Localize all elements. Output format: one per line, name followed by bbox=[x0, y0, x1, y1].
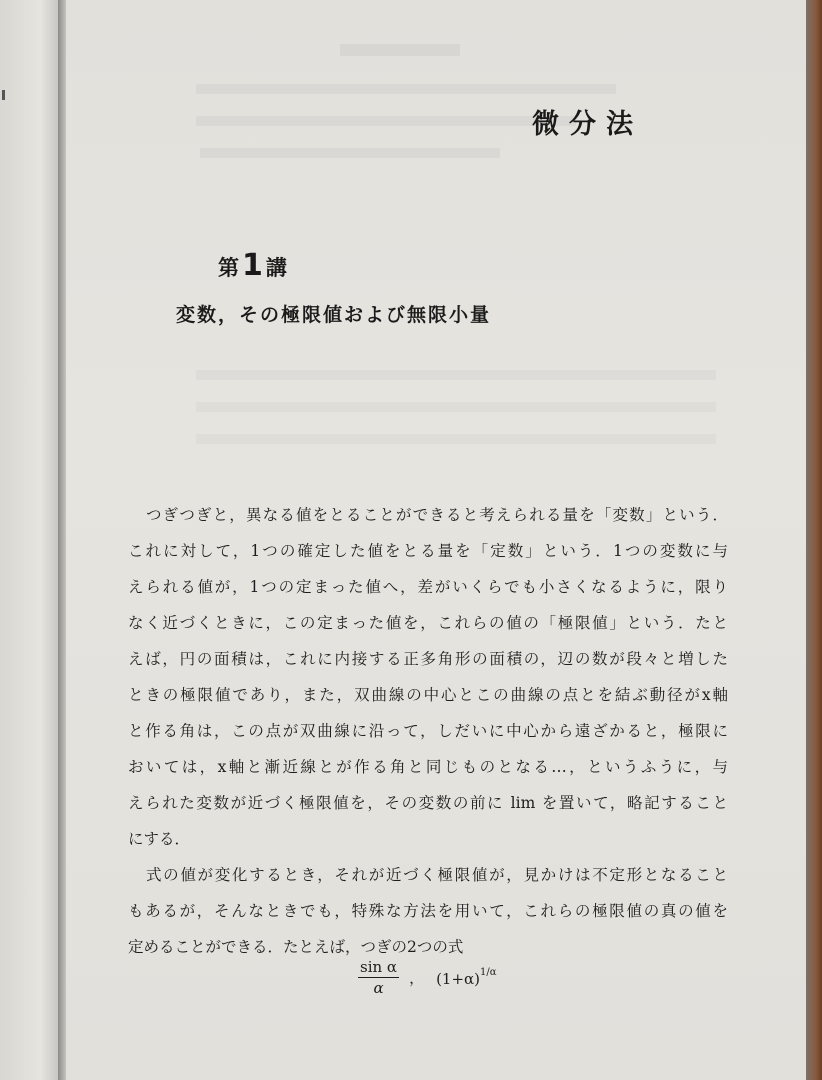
show-through-text bbox=[196, 370, 716, 380]
paragraph-line: 定めることができる．たとえば，つぎの2つの式 bbox=[128, 938, 464, 956]
book-edge bbox=[806, 0, 822, 1080]
paragraph-line: にする． bbox=[128, 830, 191, 848]
page-mark bbox=[2, 90, 5, 100]
paragraph-line: えられた変数が近づく極限値を，その変数の前に lim を置いて，略記すること bbox=[128, 794, 728, 812]
paragraph-line: おいては，x軸と漸近線とが作る角と同じものとなる…，というふうに，与 bbox=[128, 758, 728, 776]
lecture-prefix: 第 bbox=[218, 256, 239, 280]
paragraph-line: なく近づくときに，この定まった値を，これらの値の「極限値」という．たと bbox=[128, 614, 728, 632]
left-facing-page bbox=[0, 0, 58, 1080]
sin-over-alpha bbox=[358, 958, 399, 997]
paragraph-line: もあるが，そんなときでも，特殊な方法を用いて，これらの極限値の真の値を bbox=[128, 902, 728, 920]
paragraph-line: 式の値が変化するとき，それが近づく極限値が，見かけは不定形となること bbox=[146, 866, 728, 884]
section-subtitle: 変数，その極限値および無限小量 bbox=[176, 304, 492, 326]
paragraph-line: えられる値が，1つの定まった値へ，差がいくらでも小さくなるように，限り bbox=[128, 578, 728, 596]
paragraph-line: えば，円の面積は，これに内接する正多角形の面積の，辺の数が段々と増した bbox=[128, 650, 728, 668]
show-through-text bbox=[196, 434, 716, 444]
power-base: (1+α) bbox=[436, 970, 481, 988]
formula bbox=[358, 958, 497, 997]
formula-separator: ， bbox=[409, 969, 425, 987]
show-through-text bbox=[340, 44, 460, 56]
fraction-denominator: α bbox=[373, 979, 384, 997]
paragraph-line: ときの極限値であり，また，双曲線の中心とこの曲線の点とを結ぶ動径がx軸 bbox=[128, 686, 728, 704]
show-through-text bbox=[196, 84, 616, 94]
power-exponent: 1/α bbox=[480, 967, 497, 978]
show-through-text bbox=[196, 402, 716, 412]
lecture-heading bbox=[218, 248, 287, 283]
paragraph-line: つぎつぎと，異なる値をとることができると考えられる量を「変数」という． bbox=[146, 506, 728, 524]
fraction-numerator: sin α bbox=[360, 958, 398, 976]
show-through-text bbox=[196, 116, 576, 126]
lecture-suffix: 講 bbox=[265, 256, 287, 280]
paragraph-line: これに対して，1つの確定した値をとる量を「定数」という．1つの変数に与 bbox=[128, 542, 728, 560]
paragraph-line: と作る角は，この点が双曲線に沿って，しだいに中心から遠ざかると，極限に bbox=[128, 722, 728, 740]
show-through-text bbox=[200, 148, 500, 158]
lecture-number: 1 bbox=[242, 248, 263, 283]
part-title: 微分法 bbox=[532, 109, 643, 140]
power-expression bbox=[436, 967, 496, 988]
